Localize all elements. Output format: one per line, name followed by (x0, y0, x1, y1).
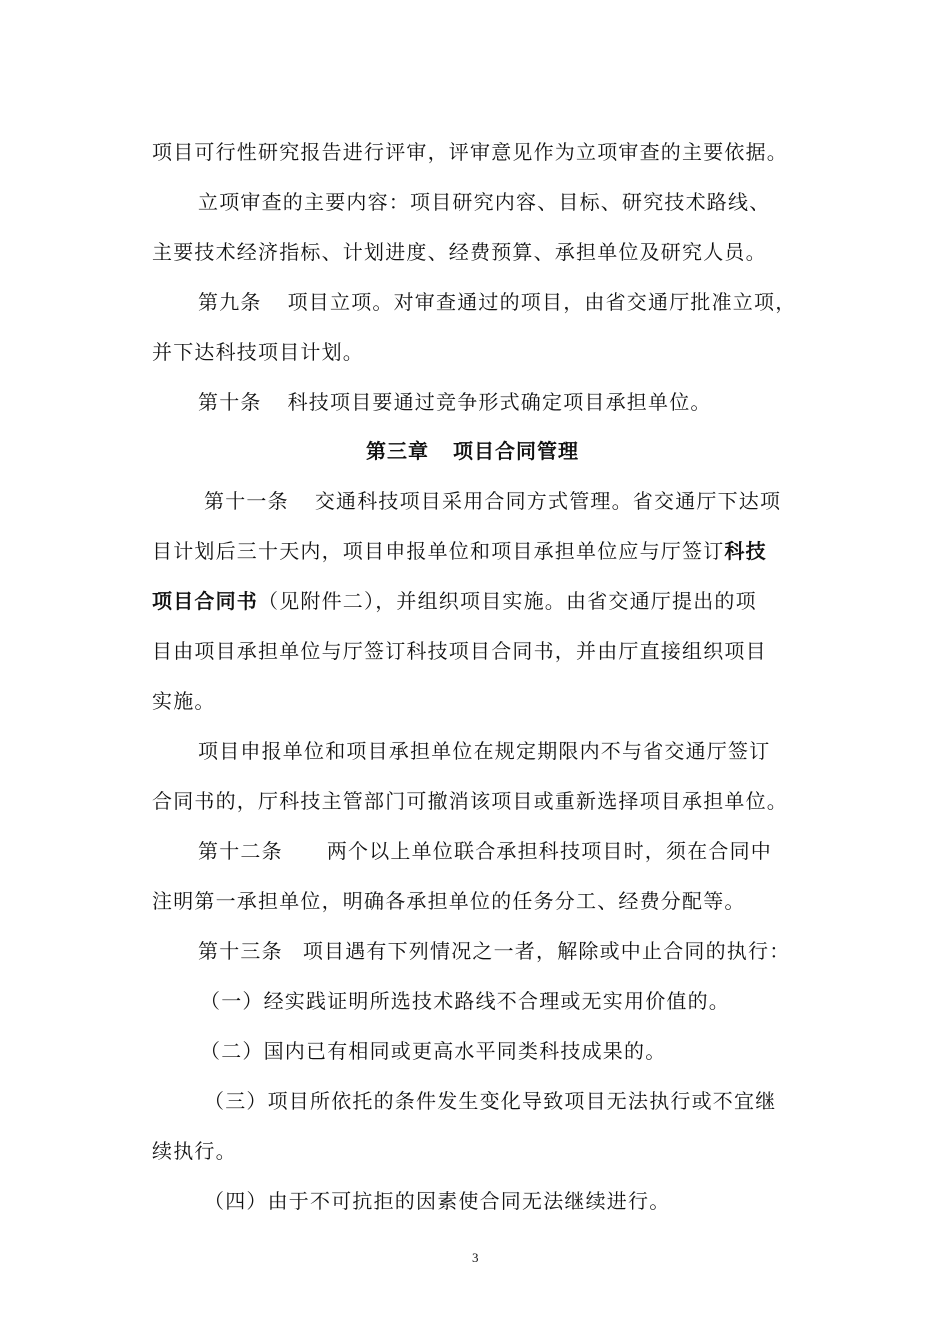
list-item: （一）经实践证明所选技术路线不合理或无实用价值的。 (200, 989, 730, 1013)
list-item-continuation: 续执行。 (152, 1139, 237, 1163)
article-text: 交通科技项目采用合同方式管理。省交通厅下达项 (314, 489, 782, 513)
line-text: （见附件二），并组织项目实施。由省交通厅提出的项 (258, 589, 757, 613)
article-line (198, 388, 712, 416)
list-item: （三）项目所依托的条件发生变化导致项目无法执行或不宜继 (204, 1089, 777, 1113)
line-text: 目计划后三十天内，项目申报单位和项目承担单位应与厅签订 (152, 539, 725, 563)
list-item: （四）由于不可抗拒的因素使合同无法继续进行。 (204, 1189, 671, 1213)
article-text: 科技项目要通过竞争形式确定项目承担单位。 (287, 390, 712, 414)
chapter-heading (366, 437, 579, 465)
paragraph-line (152, 587, 757, 615)
paragraph-line: 目由项目承担单位与厅签订科技项目合同书，并由厅直接组织项目 (152, 639, 767, 663)
article-text: 两个以上单位联合承担科技项目时，须在合同中 (326, 839, 773, 863)
article-number: 第十一条 (204, 489, 289, 513)
article-number: 第十条 (198, 390, 262, 414)
paragraph-line (152, 537, 767, 565)
article-line (198, 837, 772, 865)
paragraph-line: 项目可行性研究报告进行评审，评审意见作为立项审查的主要依据。 (152, 140, 788, 164)
paragraph-line: 立项审查的主要内容：项目研究内容、目标、研究技术路线、 (198, 190, 771, 214)
paragraph-line: 项目申报单位和项目承担单位在规定期限内不与省交通厅签订 (198, 739, 771, 763)
article-number: 第十三条 (198, 939, 283, 963)
article-number: 第九条 (198, 290, 262, 314)
chapter-number: 第三章 (366, 439, 429, 463)
paragraph-line: 注明第一承担单位，明确各承担单位的任务分工、经费分配等。 (152, 889, 746, 913)
emphasized-document-name: 项目合同书 (152, 589, 258, 613)
emphasized-document-name: 科技 (724, 539, 767, 563)
list-item: （二）国内已有相同或更高水平同类科技成果的。 (200, 1039, 667, 1063)
paragraph-line: 实施。 (152, 689, 216, 713)
article-line (204, 487, 781, 515)
paragraph-line: 合同书的，厅科技主管部门可撤消该项目或重新选择项目承担单位。 (152, 789, 788, 813)
article-line (198, 937, 790, 965)
article-text: 项目遇有下列情况之一者，解除或中止合同的执行： (302, 939, 791, 963)
article-text: 项目立项。对审查通过的项目，由省交通厅批准立项， (287, 290, 797, 314)
chapter-title: 项目合同管理 (453, 439, 579, 463)
paragraph-line: 并下达科技项目计划。 (152, 340, 364, 364)
article-line (198, 288, 796, 316)
article-number: 第十二条 (198, 839, 283, 863)
paragraph-line: 主要技术经济指标、计划进度、经费预算、承担单位及研究人员。 (152, 240, 767, 264)
page-number: 3 (472, 1250, 479, 1265)
